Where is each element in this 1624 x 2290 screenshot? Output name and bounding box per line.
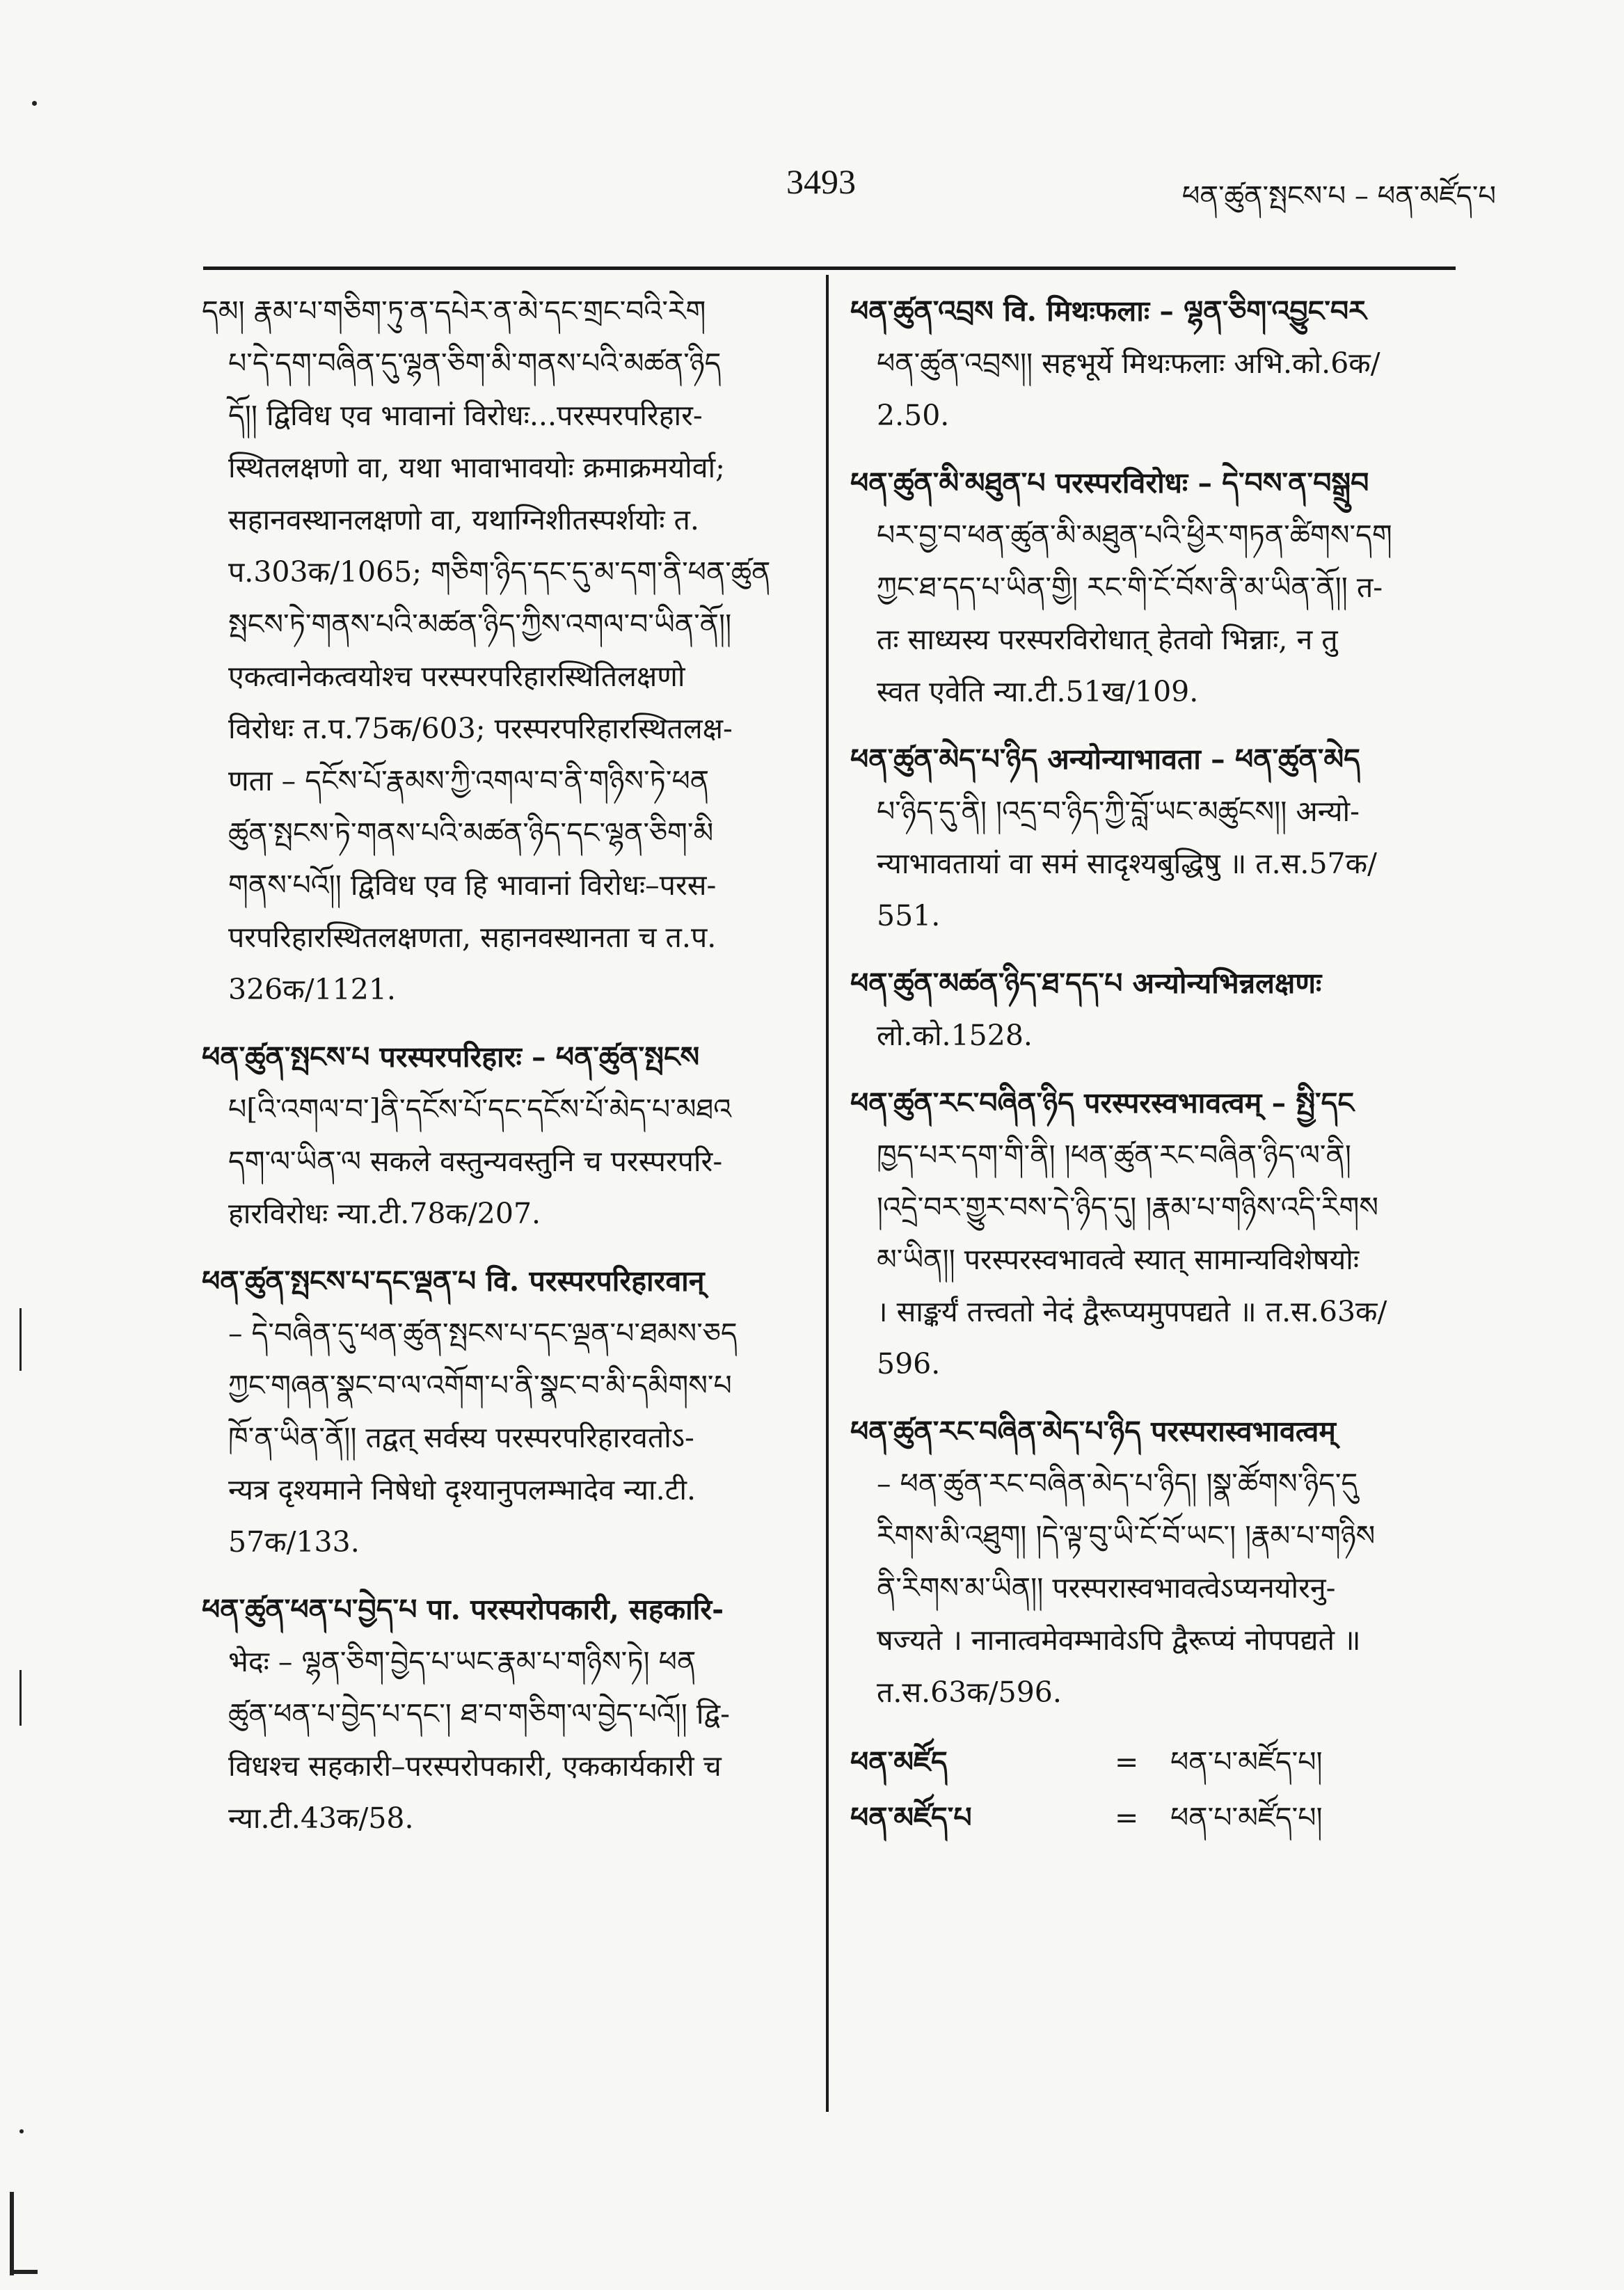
entry-line: प.303क/1065; གཅིག་ཉིད་དང་དུ་མ་དག་ནི་ཕན་ཚུན [228, 555, 771, 589]
entry-line: विरोधः त.प.75क/603; परस्परपरिहारस्थितलक्ष- [228, 712, 733, 745]
entry-line: མ་ཡིན།། परस्परस्वभावत्वे स्यात् सामान्यविशेषयोः [877, 1243, 1360, 1276]
entry-line: लो.को.1528. [877, 1019, 1033, 1052]
cross-reference-row [850, 1790, 1463, 1845]
entry-line: त.स.63क/596. [877, 1676, 1062, 1709]
entry-line: षज्यते । नानात्वमेवम्भावेऽपि द्वैरूप्यं नोपपद्यते ॥ [877, 1623, 1361, 1657]
header-rule [203, 267, 1456, 270]
entry [202, 285, 800, 1016]
entry-headword-line: ཕན་ཚུན་སྤངས་པ परस्परपरिहारः – ཕན་ཚུན་སྤངས [202, 1040, 700, 1074]
entry-headword-line: ཕན་ཚུན་མི་མཐུན་པ परस्परविरोधः – དེ་བས་ན་བསྒྲུབ [850, 466, 1369, 500]
entry-line: परपरिहारस्थितलक्षणता, सहानवस्थानता च त.प. [228, 921, 717, 954]
entry-line: སྤངས་ཏེ་གནས་པའི་མཚན་ཉིད་ཀྱིས་འགལ་བ་ཡིན་ནོ།། [228, 607, 732, 641]
entry-line: विधश्च सहकारी–परस्परोपकारी, एककार्यकारी च [228, 1749, 722, 1783]
entry-line: ཁྱད་པར་དག་གི་ནི། །ཕན་ཚུན་རང་བཞིན་ཉིད་ལ་ནི། [877, 1138, 1351, 1172]
entry-line: ཚུན་སྤངས་ཏེ་གནས་པའི་མཚན་ཉིད་དང་ལྷན་ཅིག་མི [228, 816, 714, 850]
entry [850, 1406, 1463, 1719]
margin-mark [10, 2192, 14, 2275]
entry-headword-line: ཕན་ཚུན་མེད་པ་ཉིད अन्योन्याभावता – ཕན་ཚུན་མེད [850, 742, 1360, 776]
entry-line: པ་དེ་དག་བཞིན་དུ་ལྷན་ཅིག་མི་གནས་པའི་མཚན་ཉིད [228, 347, 722, 380]
entry-line: པར་བྱ་བ་ཕན་ཚུན་མི་མཐུན་པའི་ཕྱིར་གཏན་ཚིགས་དག [877, 518, 1392, 552]
entry-line: དོ།། द्विविध एव भावानां विरोधः...परस्परपरिहार- [228, 399, 703, 432]
xref-equals: = [1115, 1745, 1139, 1779]
entry-line: तः साध्यस्य परस्परविरोधात् हेतवो भिन्नाः, न तु [877, 623, 1338, 656]
entry-line: – དེ་བཞིན་དུ་ཕན་ཚུན་སྤངས་པ་དང་ལྡན་པ་ཐམས་ཅད [228, 1317, 738, 1350]
entry-line: དག་ལ་ཡིན་ལ सकले वस्तुन्यवस्तुनि च परस्परपरि- [228, 1145, 723, 1178]
entry [202, 1031, 800, 1240]
entry-headword-line: ཕན་ཚུན་འབྲས वि. मिथःफलाः – ལྷན་ཅིག་འབྱུང་བར [850, 294, 1367, 328]
entry-line: । साङ्कर्यं तत्त्वतो नेदं द्वैरूप्यमुपपद्यते ॥ त.स.63क/ [877, 1295, 1387, 1328]
entry [202, 1584, 800, 1845]
entry-line: 57क/133. [228, 1525, 360, 1559]
xref-target: ཕན་པ་མཛོད་པ། [1170, 1745, 1323, 1779]
entry-line: न्याभावतायां वा समं सादृश्यबुद्धिषु ॥ त.स.57क/ [877, 847, 1377, 880]
entry-headword-line: ཕན་ཚུན་མཚན་ཉིད་ཐ་དད་པ अन्योन्यभिन्नलक्षणः [850, 967, 1322, 1000]
entry-line: न्या.टी.43क/58. [228, 1802, 414, 1835]
entry-line: एकत्वानेकत्वयोश्च परस्परपरिहारस्थितिलक्षणो [228, 660, 685, 693]
entry-line: ཀྱང་གཞན་སྣང་བ་ལ་འགོག་པ་ནི་སྣང་བ་མི་དམིགས་པ [228, 1369, 732, 1402]
entry-line: པ་ཉིད་དུ་ནི། །འདྲ་བ་ཉིད་ཀྱི་བློ་ཡང་མཚུངས།། अन्यो- [877, 795, 1360, 828]
entry [850, 733, 1463, 942]
margin-mark [19, 1670, 22, 1726]
entry [850, 285, 1463, 442]
entry-headword-line: ཕན་ཚུན་རང་བཞིན་མེད་པ་ཉིད परस्परास्वभावत्वम् [850, 1415, 1336, 1448]
entry-line: – ཕན་ཚུན་རང་བཞིན་མེད་པ་ཉིད། །སྣ་ཚོགས་ཉིད་དུ [877, 1467, 1358, 1500]
entry-line: ཀྱང་ཐ་དད་པ་ཡིན་གྱི། རང་གི་ངོ་བོས་ནི་མ་ཡིན་ནོ།། त- [877, 571, 1383, 604]
column-divider [826, 275, 829, 2112]
entry-line: हारविरोधः न्या.टी.78क/207. [228, 1197, 541, 1230]
entry-line: 551. [877, 899, 941, 932]
entry-line: सहानवस्थानलक्षणो वा, यथाग्निशीतस्पर्शयोः त. [228, 503, 699, 536]
right-column [850, 285, 1463, 1845]
entry-headword-line: ཕན་ཚུན་ཕན་པ་བྱེད་པ पा. परस्परोपकारी, सहकारि- [202, 1593, 724, 1626]
xref-equals: = [1115, 1801, 1139, 1834]
entry-line: ཁོ་ན་ཡིན་ནོ།། तद्वत् सर्वस्य परस्परपरिहारवतोऽ- [228, 1421, 694, 1454]
margin-mark [19, 1308, 22, 1371]
xref-target: ཕན་པ་མཛོད་པ། [1170, 1801, 1323, 1834]
entry [202, 1255, 800, 1568]
entry-line: 326क/1121. [228, 973, 396, 1006]
xref-term: ཕན་མཛོད་པ [850, 1801, 972, 1834]
entry-line: ནི་རིགས་མ་ཡིན།། परस्परास्वभावत्वेऽप्यनयोरनु- [877, 1571, 1336, 1605]
entry-line: པ[འི་འགལ་བ་]ནི་དངོས་པོ་དང་དངོས་པོ་མེད་པ་མཐའ [228, 1092, 732, 1126]
entry-line: न्यत्र दृश्यमाने निषेधो दृश्यानुपलम्भादेव न्या.टी. [228, 1473, 696, 1506]
entry [850, 1077, 1463, 1390]
entry-line: स्वत एवेति न्या.टी.51ख/109. [877, 675, 1199, 708]
running-header: ཕན་ཚུན་སྤངས་པ – ཕན་མཛོད་པ [1181, 180, 1496, 212]
cross-reference-row [850, 1734, 1463, 1790]
entry-line: 596. [877, 1347, 941, 1381]
entry-headword-line: ཕན་ཚུན་རང་བཞིན་ཉིད परस्परस्वभावत्वम् – སྤྱི་དང [850, 1086, 1355, 1120]
entry-line: स्थितलक्षणो वा, यथा भावाभावयोः क्रमाक्रमयोर्वा; [228, 451, 725, 484]
entry-line: གནས་པའོ།། द्विविध एव हि भावानां विरोधः–परस- [228, 868, 717, 902]
entry-line: णता – དངོས་པོ་རྣམས་ཀྱི་འགལ་བ་ནི་གཉིས་ཏེ་ཕན [228, 764, 710, 797]
entry-line: ཚུན་ཕན་པ་བྱེད་པ་དང་། ཐ་བ་གཅིག་ལ་བྱེད་པའོ།། द्वि- [228, 1697, 730, 1731]
left-column [202, 285, 800, 1860]
margin-mark [19, 2129, 24, 2133]
entry-line: །འདྲེ་བར་གྱུར་བས་དེ་ཉིད་དུ། །རྣམ་པ་གཉིས་འདི་རིགས [877, 1191, 1379, 1224]
margin-mark [10, 2270, 38, 2274]
entry-line: ཕན་ཚུན་འབྲས།། सहभूर्ये मिथःफलाः अभि.को.6क/ [877, 347, 1380, 380]
entry [850, 457, 1463, 718]
entry-headword-line: ཕན་ཚུན་སྤངས་པ་དང་ལྡན་པ वि. परस्परपरिहारवान् [202, 1264, 705, 1298]
xref-term: ཕན་མཛོད [850, 1745, 948, 1779]
page-number: 3493 [786, 162, 856, 201]
entry-line: དམ། རྣམ་པ་གཅིག་ཏུ་ན་དཔེར་ན་མེ་དང་གྲང་བའི་རེག [202, 294, 706, 328]
entry [850, 957, 1463, 1062]
margin-mark [32, 101, 37, 106]
entry-line: भेदः – ལྷན་ཅིག་བྱེད་པ་ཡང་རྣམ་པ་གཉིས་ཏེ། ཕན [228, 1645, 696, 1678]
entry-line: རིགས་མི་འཐུག། །དེ་ལྟ་བུ་ཡི་ངོ་བོ་ཡང་། །རྣམ་པ་གཉིས [877, 1519, 1376, 1552]
entry-line: 2.50. [877, 399, 950, 432]
